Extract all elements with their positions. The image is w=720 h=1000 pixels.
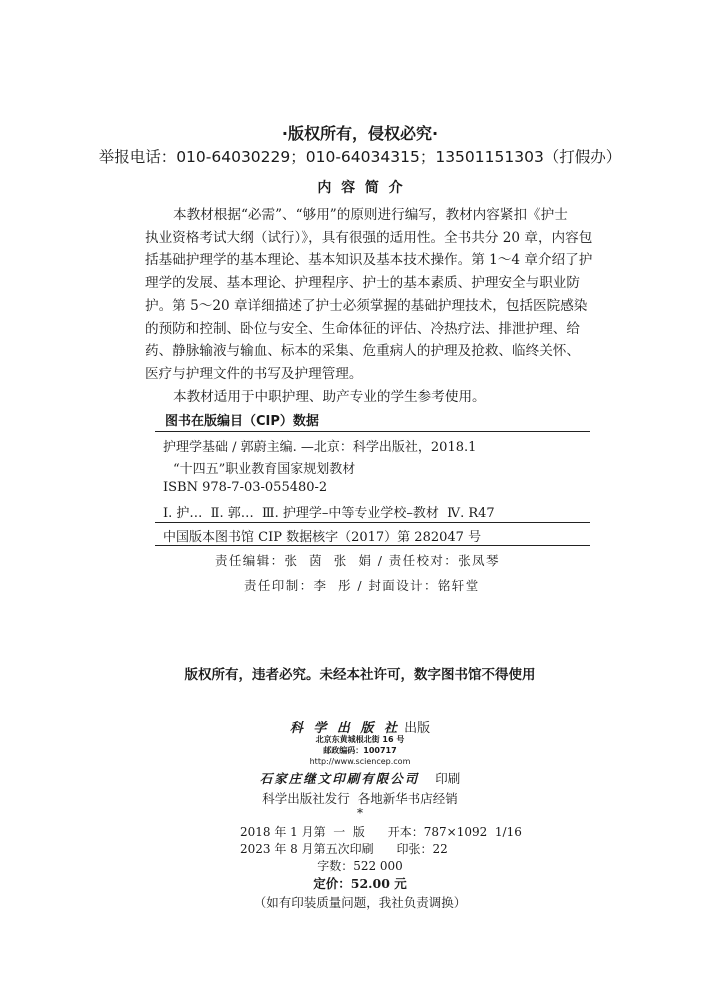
digital-library-notice: 版权所有，违者必究。未经本社许可，数字图书馆不得使用 — [184, 667, 536, 683]
cip-middle-rule — [155, 522, 590, 523]
distribution: 科学出版社发行 各地新华书店经销 — [262, 791, 458, 806]
summary-line: 本教材适用于中职护理、助产专业的学生参考使用。 — [173, 388, 486, 405]
publisher-suffix: 出版 — [404, 721, 431, 736]
summary-line: 药、静脉输液与输血、标本的采集、危重病人的护理及抢救、临终关怀、 — [145, 343, 580, 360]
print-credits: 责任印制：李 彤 / 封面设计：铭轩堂 — [244, 578, 480, 593]
price: 定价：52.00 元 — [313, 876, 407, 891]
report-phone: 举报电话：010-64030229；010-64034315；13501151303（打假办） — [98, 148, 622, 166]
printer-suffix: 印刷 — [435, 771, 461, 786]
website: http://www.sciencep.com — [309, 757, 411, 766]
summary-line: 护。第 5～20 章详细描述了护士必须掌握的基础护理技术，包括医院感染 — [145, 297, 588, 314]
cip-isbn: ISBN 978-7-03-055480-2 — [163, 480, 328, 495]
summary-line: 括基础护理学的基本理论、基本知识及基本技术操作。第 1～4 章介绍了护 — [145, 252, 593, 269]
editor-credits: 责任编辑：张 茵 张 娟 / 责任校对：张凤琴 — [215, 553, 500, 568]
cip-classification: Ⅰ. 护… Ⅱ. 郭… Ⅲ. 护理学–中等专业学校–教材 Ⅳ. R47 — [163, 506, 495, 521]
summary-line: 医疗与护理文件的书写及护理管理。 — [145, 365, 363, 382]
summary-line: 理学的发展、基本理论、护理程序、护士的基本素质、护理安全与职业防 — [145, 275, 580, 292]
printer-line — [0, 769, 720, 787]
summary-line: 的预防和控制、卧位与安全、生命体征的评估、冷热疗法、排泄护理、给 — [145, 320, 580, 337]
printer-name: 石家庄继文印刷有限公司 — [259, 771, 420, 786]
summary-heading: 内 容 简 介 — [317, 180, 403, 196]
postcode: 邮政编码：100717 — [323, 746, 397, 755]
quality-note: （如有印装质量问题，我社负责调换） — [253, 895, 467, 910]
cip-top-rule — [155, 431, 590, 432]
cip-line: 护理学基础 / 郭蔚主编. —北京：科学出版社，2018.1 — [163, 440, 477, 455]
cip-record: 中国版本图书馆 CIP 数据核字（2017）第 282047 号 — [163, 530, 482, 545]
cip-line: “十四五”职业教育国家规划教材 — [173, 462, 356, 477]
summary-paragraph — [145, 204, 595, 408]
publisher-address: 北京东黄城根北街 16 号 — [315, 735, 405, 744]
summary-line: 本教材根据“必需”、“够用”的原则进行编写，教材内容紧扣《护士 — [173, 207, 568, 223]
printing-line: 2023 年 8 月第五次印刷 印张：22 — [240, 842, 448, 856]
edition-line: 2018 年 1 月第 一 版 开本：787×1092 1/16 — [240, 825, 522, 839]
separator-star: * — [357, 806, 363, 820]
summary-line: 执业资格考试大纲（试行）》，具有很强的适用性。全书共分 20 章，内容包 — [145, 229, 593, 246]
copyright-title: ·版权所有，侵权必究· — [281, 124, 439, 143]
word-count: 字数：522 000 — [317, 859, 403, 873]
cip-bottom-rule — [155, 545, 590, 546]
publisher-name: 科 学 出 版 社 — [289, 721, 400, 736]
cip-heading: 图书在版编目（CIP）数据 — [165, 414, 319, 429]
